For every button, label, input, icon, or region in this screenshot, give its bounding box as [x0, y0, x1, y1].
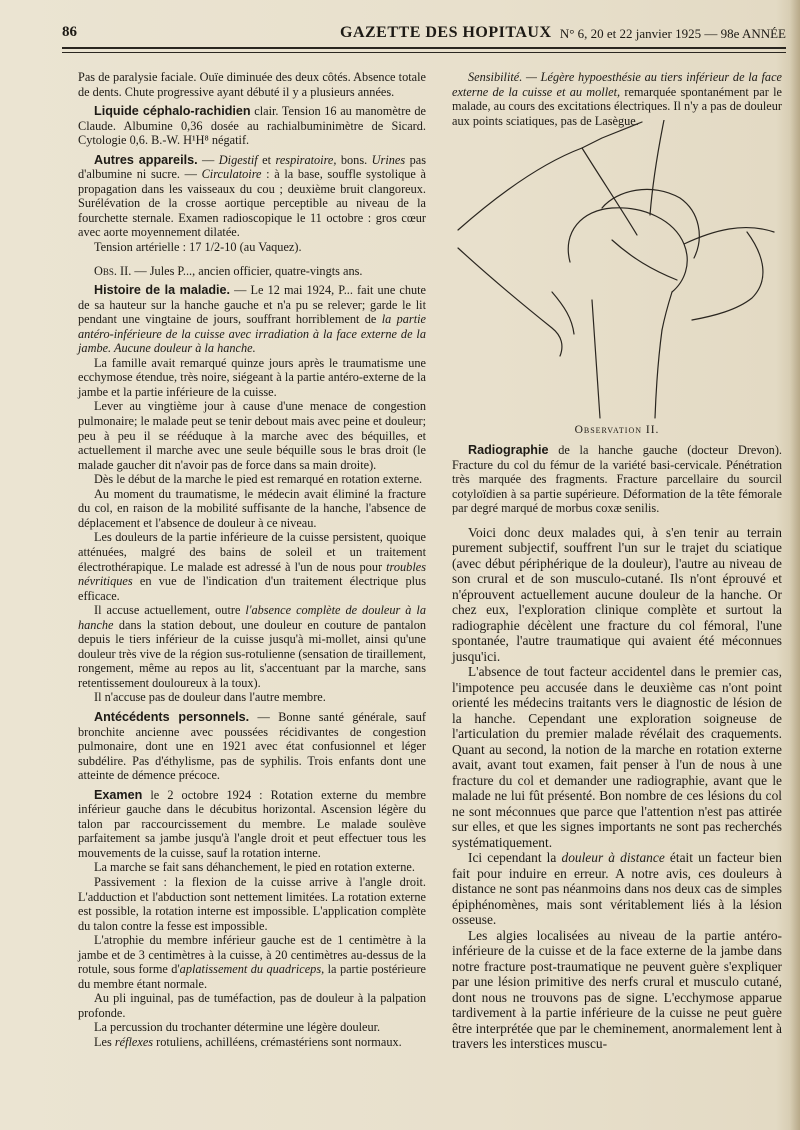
- subheading-radio: Radiographie: [468, 443, 549, 457]
- femoral-neck-lower: [662, 292, 672, 330]
- text: — Jules P..., ancien officier, quatre-vingts ans.: [131, 263, 363, 278]
- text: la partie postérieure du membre étant normale.: [78, 962, 427, 991]
- issue-info: N° 6, 20 et 22 janvier 1925 — 98e ANNÉE: [559, 26, 786, 41]
- text: était un facteur bien fait pour induire en erreur. A notre avis, ces douleurs à distance ne sont pas néanmoins dans nos deux cas de simples épiphénomènes, mais sont véritablement liés à la lésion osseuse.: [452, 850, 782, 928]
- text: rotuliens, achilléens, crémastériens sont normaux.: [153, 1035, 402, 1049]
- obs-label: Obs. II.: [94, 263, 132, 278]
- text: Il accuse actuellement, outre: [94, 603, 246, 618]
- femur-shaft-left: [592, 300, 600, 418]
- paragraph-accuse2: Il n'accuse pas de douleur dans l'autre membre.: [94, 690, 326, 705]
- figure-caption: Observation II.: [574, 424, 660, 436]
- running-header: [62, 22, 786, 48]
- text: Les: [94, 1035, 115, 1049]
- paragraph-famille: La famille avait remarqué quinze jours après le traumatisme une ecchymose étendue, très noire, siégeant à la partie antéro-externe de la jambe et la partie inférieure de la cuisse.: [78, 355, 426, 399]
- text: dans la station debout, une douleur en couture de pantalon depuis le tiers inférieur de la cuisse jusqu'à mi-mollet, ainsi qu'une douleur très vive de la région sus-rotulienne (sensation de tiraillement, rongement, même au repos au lit, s'accentuant par la marche, sans retentissement douloureux à la toux).: [78, 617, 426, 690]
- femoral-neck-upper: [684, 228, 774, 244]
- subheading-autres: Autres appareils.: [94, 152, 198, 167]
- paragraph-absence: L'absence de tout facteur accidentel dans le premier cas, l'impotence peu accusée dans le deuxième cas n'ont point orienté les médecins traitants vers le diagnostic de lésion de la hanche. Cependant une exploration soigneuse de l'articulation du premier malade révélait des craquements. Quant au second, la notion de la marche en rotation externe avait, avant tout examen, fait penser à l'un de nous à une fracture du col et demander une radiographie, avant que le malade ne lui fût présenté. Bon nombre de ces lésions du col ne sont méconnues que parce que l'attention n'est pas attirée sur elles, et que les signes importants ne sont pas recherchés systématiquement.: [452, 664, 782, 850]
- text: : à la base, souffle systolique à propagation dans les vaisseaux du cou ; deuxième bruit clangoreux. Surélévation de la crosse aortique perceptible au niveau de la fourchette sternale. Examen radioscopique le 11 octobre : gros cœur avec aorte moyennement dilatée.: [78, 167, 426, 240]
- paragraph-autres: [78, 153, 426, 240]
- femur-shaft-right: [655, 330, 662, 418]
- text: en vue de l'indication d'un traitement électrique plus efficace.: [78, 574, 426, 603]
- journal-title: GAZETTE DES HOPITAUX: [340, 24, 552, 41]
- paragraph-atrophie: [78, 933, 426, 991]
- page-edge-shadow: [790, 0, 800, 1130]
- paragraph-passivement: Passivement : la flexion de la cuisse arrive à l'angle droit. L'adduction et l'abduction sont nettement limitées. La rotation externe est possible, la rotation interne est impossible. L'application complète du talon contre la fesse est impossible.: [78, 874, 426, 933]
- paragraph-moment: Au moment du traumatisme, le médecin avait éliminé la fracture du col, en raison de la mobilité suffisante de la hanche, l'absence de déplacement et l'absence de douleur à ce niveau.: [78, 486, 426, 530]
- paragraph-radio: [452, 443, 782, 516]
- paragraph-tension: Tension artérielle : 17 1/2-10 (au Vaquez).: [94, 240, 302, 255]
- text: pas d'albumine ni sucre. —: [78, 152, 426, 182]
- text: Ici cependant la: [468, 850, 562, 866]
- paragraph-voici: Voici donc deux malades qui, à s'en tenir au terrain purement subjectif, souffrent l'un sur le trajet du sciatique (avec début périphérique de la douleur), l'autre au niveau de son crural et de son musculo-cutané. Ils n'ont éprouvé et n'éprouvent actuellement aucune douleur de la hanche. Or chez eux, l'exploration clinique complète et surtout la radiographie décèlent une fracture du col fémoral, l'une spontanée, l'autre traumatique qui avaient été méconnues jusqu'ici.: [452, 524, 782, 664]
- discussion: [452, 525, 782, 1052]
- text: de la hanche gauche (docteur Drevon). Fracture du col du fémur de la variété basi-cervicale. Pénétration très marquée des fragments. Fracture parcellaire du sourcil cotyloïdien à sa partie supérieure. Déformation de la tête fémorale par degré marqué de morbus coxæ senilis.: [452, 443, 782, 516]
- text-italic: Sensibilité. — Légère hypoesthésie au tiers inférieur de la face externe de la cuisse et au mollet,: [452, 70, 782, 99]
- text-italic: réflexes: [114, 1035, 154, 1049]
- paragraph-reflexes: [78, 1035, 426, 1050]
- obturator-curve: [552, 292, 574, 334]
- text-italic: Circulatoire: [201, 167, 262, 182]
- text-italic: troubles névritiques: [78, 559, 426, 589]
- subheading-examen: Examen: [94, 787, 143, 802]
- subheading-antecedents: Antécédents personnels.: [94, 709, 250, 724]
- text: et: [257, 152, 276, 167]
- ilium-line: [650, 120, 664, 215]
- subheading-liquide: Liquide céphalo-rachidien: [94, 104, 251, 119]
- page-number: 86: [62, 24, 77, 40]
- paragraph-debut: Dès le début de la marche le pied est remarqué en rotation externe.: [94, 472, 423, 487]
- acetabulum-curve: [602, 189, 699, 258]
- pelvis-outline: [458, 122, 642, 230]
- text-italic: douleur à distance: [561, 850, 665, 866]
- header-rule: [62, 47, 786, 49]
- paragraph-lever: Lever au vingtième jour à cause d'une menace de congestion pulmonaire; le malade peut se tenir debout mais avec peine et douleur; peu à peu il se rééduque à la marche avec des béquilles, et actuellement il marche avec une seule béquille sous le bras droit (le malade gaucher dit n'avoir pas de force dans sa main droite).: [78, 399, 426, 472]
- left-column: [78, 70, 426, 1050]
- text: le 2 octobre 1924 : Rotation externe du membre inférieur gauche dans le décubitus horizontal. Ascension légère du talon par raccourcissement du membre. Le malade soulève parfaitement sa jambe jusqu'à l'angle droit et peut effectuer tous les mouvements de la cuisse, sauf la rotation interne.: [78, 787, 426, 860]
- paragraph-antecedents: [78, 710, 426, 783]
- paragraph: Pas de paralysie faciale. Ouïe diminuée des deux côtés. Absence totale de dents. Chute progressive ayant débuté il y a plusieurs années.: [78, 70, 426, 99]
- text-italic: Digestif: [218, 152, 258, 167]
- text-italic: Urines: [371, 152, 406, 167]
- paragraph-pli: Au pli inguinal, pas de tuméfaction, pas de douleur à la palpation profonde.: [78, 991, 426, 1020]
- trochanter-curve: [692, 232, 763, 320]
- text: clair. Tension 16 au manomètre de Claude. Albumine 0,36 dosée au rachialbuminimètre de Sicard. Cytologie 0,6. B.-W. H¹H⁸ négatif.: [78, 104, 426, 148]
- text: L'atrophie du membre inférieur gauche est de 1 centimètre à la jambe et de 3 centimètres à la cuisse, à 20 centimètres au-dessus de la rotule, sous forme d': [78, 933, 426, 977]
- text: — Bonne santé générale, sauf bronchite ancienne avec poussées récidivantes de congestion pulmonaire, dont une en 1921 avec état confusionnel et léger subdélire. Pas d'éthylisme, pas de syphilis. Trois enfants dont une atteinte de démence précoce.: [78, 709, 426, 783]
- hip-diagram: [452, 120, 782, 420]
- header-rule-thin: [62, 52, 786, 53]
- right-column-bottom: [452, 438, 782, 1052]
- text-italic: respiratoire,: [275, 152, 337, 167]
- fracture-line: [612, 240, 677, 280]
- text: — Le 12 mai 1924, P... fait une chute de sa hauteur sur la hanche gauche et n'a pu se relever; garde le lit pendant une vingtaine de jours, souffrant horriblement de: [78, 283, 426, 327]
- paragraph-histoire: [78, 283, 426, 356]
- paragraph-obs: [78, 264, 426, 279]
- paragraph-percussion: La percussion du trochanter détermine une légère douleur.: [94, 1020, 381, 1035]
- paragraph-douleurs: [78, 530, 426, 603]
- paragraph-ici: [452, 850, 782, 928]
- text-italic: la partie antéro-inférieure de la cuisse avec irradiation à la face externe de la jambe. Aucune douleur à la hanche.: [78, 312, 426, 356]
- ischium-line: [458, 248, 562, 356]
- paragraph-marche: La marche se fait sans déhanchement, le pied en rotation externe.: [94, 860, 415, 875]
- text: remarquée spontanément par le malade, au cours des excitations électriques. Il n'y a pas de douleur aux points sciatiques, pas de Lasègue.: [452, 84, 782, 128]
- text: Les douleurs de la partie inférieure de la cuisse persistent, quoique atténuées, malgré des bains de soleil et un traitement électrothérapique. Le malade est adressé à l'un de nous pour: [78, 530, 426, 574]
- text: bons.: [336, 152, 372, 167]
- paragraph-liquide: [78, 104, 426, 148]
- text: —: [197, 152, 219, 167]
- paragraph-algies: Les algies localisées au niveau de la partie antéro-inférieure de la cuisse et de la face externe de la jambe dans notre fracture post-traumatique ne peuvent guère s'expliquer par une lésion primitive des nerfs crural et musculo cutané, dont nous ne trouvons pas de signe. L'ecchymose apparue tardivement à la partie inférieure de la cuisse ne peut guère être interprétée que par le cheminement, anormalement lent à travers les interstices muscu-: [452, 927, 782, 1052]
- text-italic: l'absence complète de douleur à la hanche: [78, 603, 427, 632]
- paragraph-accuse: [78, 603, 426, 690]
- subheading-histoire: Histoire de la maladie.: [94, 283, 231, 298]
- text-italic: aplatissement du quadriceps,: [179, 962, 325, 977]
- paragraph-examen: [78, 788, 426, 861]
